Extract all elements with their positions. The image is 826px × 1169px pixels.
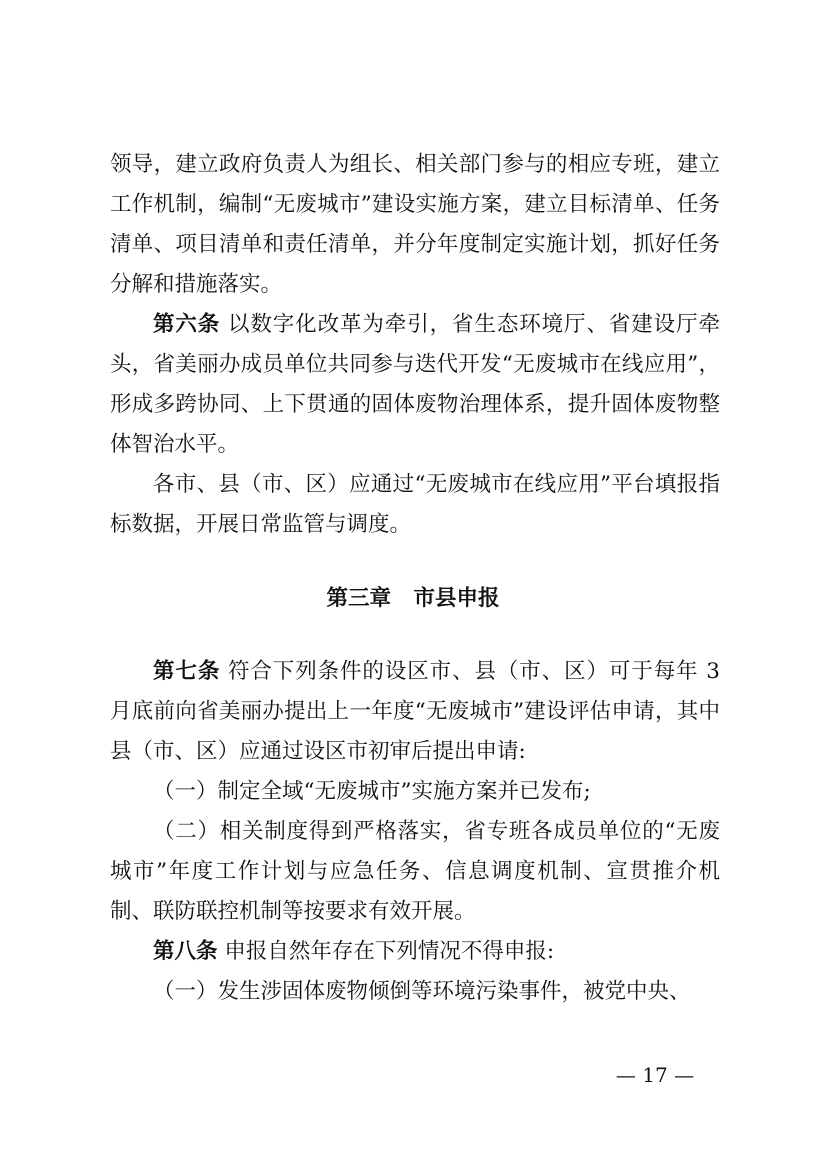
article-number: 第八条 (153, 939, 218, 964)
page-number: — 17 — (615, 1063, 695, 1087)
chapter-number: 第三章 (326, 586, 392, 611)
article-text: 符合下列条件的设区市、县（市、区）可于每年 3 月底前向省美丽办提出上一年度“无废城市”建设评估申请，其中县（市、区）应通过设区市初审后提出申请: (110, 659, 720, 764)
article-text: 以数字化改革为牵引，省生态环境厅、省建设厅牵头，省美丽办成员单位共同参与迭代开发“无废城市在线应用”，形成多跨协同、上下贯通的固体废物治理体系，提升固体废物整体智治水平。 (110, 312, 720, 457)
paragraph: 各市、县（市、区）应通过“无废城市在线应用”平台填报指标数据，开展日常监管与调度。 (110, 472, 720, 537)
article-8 (110, 932, 720, 972)
article-7 (110, 652, 720, 772)
article-text: 申报自然年存在下列情况不得申报: (224, 939, 555, 964)
paragraph: 领导，建立政府负责人为组长、相关部门参与的相应专班，建立工作机制，编制“无废城市”建设实施方案，建立目标清单、任务清单、项目清单和责任清单，并分年度制定实施计划，抓好任务分解和措施落实。 (110, 152, 720, 297)
chapter-heading (0, 581, 826, 617)
list-item: （二）相关制度得到严格落实，省专班各成员单位的“无废城市”年度工作计划与应急任务、信息调度机制、宣贯推介机制、联防联控机制等按要求有效开展。 (110, 819, 720, 924)
article-6 (110, 305, 720, 465)
list-item: （一）发生涉固体废物倾倒等环境污染事件，被党中央、 (153, 979, 691, 1004)
article-number: 第七条 (153, 659, 221, 684)
article-number: 第六条 (153, 312, 221, 337)
text-block-upper (110, 145, 720, 545)
chapter-title: 市县申报 (413, 586, 500, 611)
text-block-lower (110, 652, 720, 1012)
list-item: （一）制定全域“无废城市”实施方案并已发布; (153, 779, 591, 804)
